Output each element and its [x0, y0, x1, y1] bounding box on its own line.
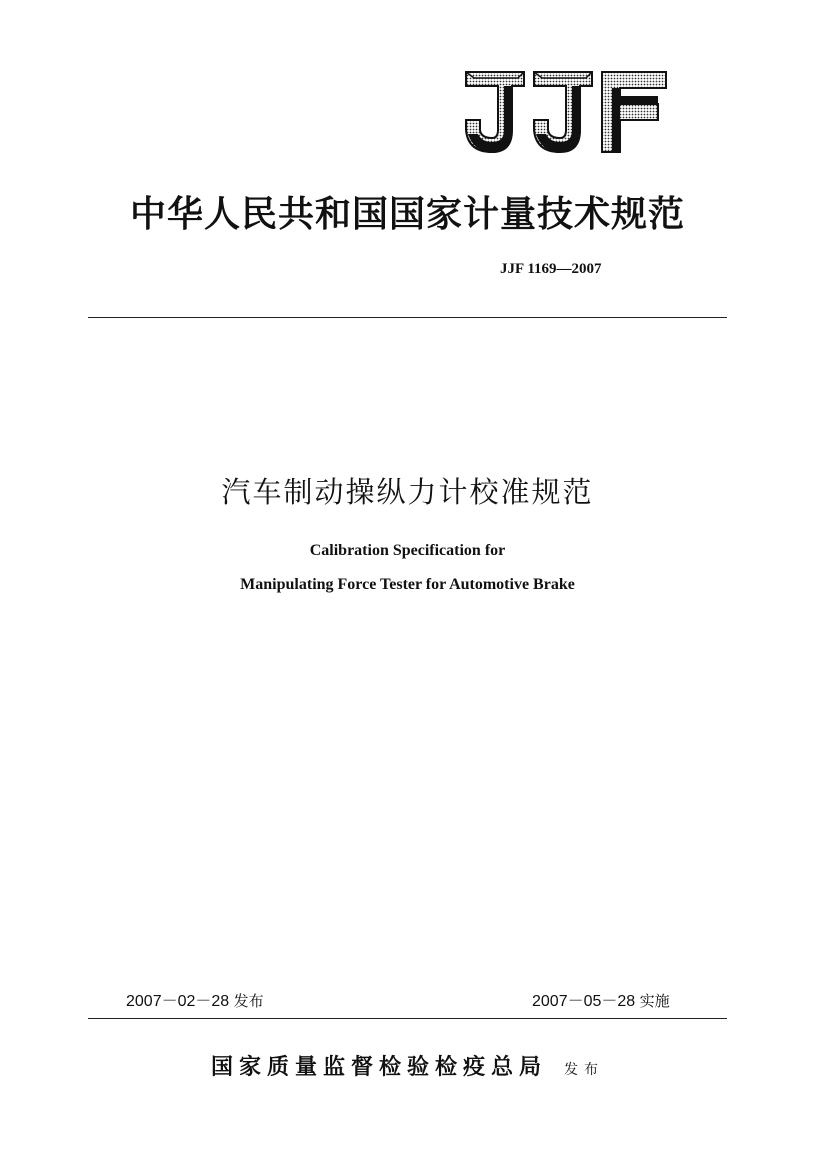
issuer-title: 中华人民共和国国家计量技术规范 [129, 193, 685, 235]
publisher-action: 发布 [564, 1062, 605, 1078]
implement-label: 实施 [639, 992, 670, 1010]
document-title-english-line2: Manipulating Force Tester for Automotive Brake [240, 576, 575, 593]
publisher-line [0, 1050, 815, 1081]
document-title-chinese: 汽车制动操纵力计校准规范 [221, 475, 594, 509]
publisher-name: 国家质量监督检验检疫总局 [210, 1054, 547, 1080]
issue-date: 2007－02－28 [126, 993, 230, 1010]
bottom-divider [88, 1018, 727, 1019]
standard-number: JJF 1169—2007 [500, 261, 602, 277]
implement-date-block [532, 988, 670, 1011]
jjf-logo-icon [460, 68, 670, 156]
top-divider [88, 317, 727, 318]
implement-date: 2007－05－28 [532, 993, 636, 1010]
document-title-english-line1: Calibration Specification for [309, 542, 506, 559]
issue-label: 发布 [233, 992, 264, 1010]
issue-date-block [126, 988, 264, 1011]
